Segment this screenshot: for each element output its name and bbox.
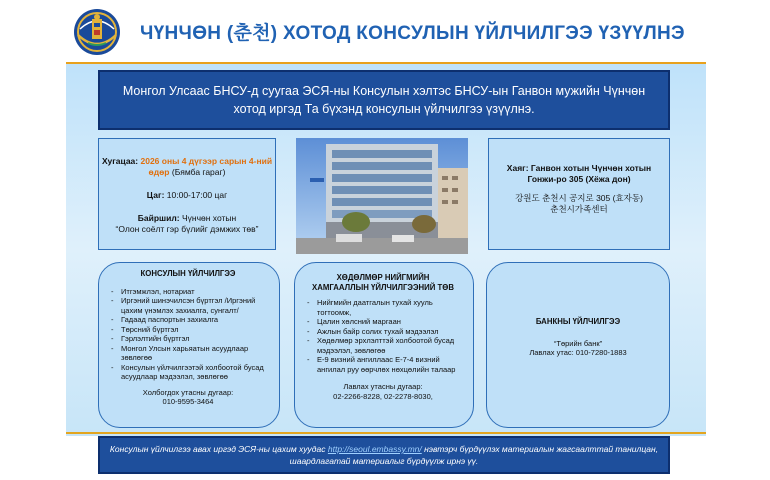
page-title: ЧҮНЧӨН (춘천) ХОТОД КОНСУЛЫН ҮЙЛЧИЛГЭЭ ҮЗҮҮЛНЭ (140, 23, 685, 44)
address-box (488, 138, 670, 250)
list-item: - Гэрлэлтийн бүртгэл (107, 334, 269, 344)
date-value: 2026 оны 4 дүгээр сарын 4-ний өдөр (140, 156, 273, 177)
labor-title-line1: ХӨДӨЛМӨР НИЙГМИЙН (336, 273, 430, 282)
list-item: - Төрсний бүртгэл (107, 325, 269, 335)
consular-phone: 010-9595-3464 (162, 397, 214, 406)
schedule-box (98, 138, 276, 250)
consular-title: КОНСУЛЫН ҮЙЛЧИЛГЭЭ (140, 269, 236, 278)
bank-services-box (486, 262, 670, 428)
list-item: - Иргэний шинэчилсэн бүртгэл /Иргэний цахим үнэмлэх захиалга, сунгалт/ (107, 296, 269, 315)
bottom-divider (66, 432, 706, 434)
footer-text-after: нэвтэрч бүрдүүлэх материалын жагсаалттай танилцан, шаардлагатай материалыг бүрдүүлж ирнэ үү. (289, 444, 659, 466)
footer-text-before: Консулын үйлчилгээ авах иргэд ЭСЯ-ны цахим хуудас (109, 444, 326, 454)
address-mn: Хаяг: Ганвон хотын Чүнчөн хотын Гонжи-ро 305 (Хёжа дон) (506, 163, 652, 184)
list-item: - Монгол Улсын харьяатын асуудлаар зөвлөгөө (107, 344, 269, 363)
labor-list (303, 298, 463, 374)
consular-list (107, 287, 269, 382)
bank-name: “Төрийн банк” (553, 338, 603, 348)
place-value-detail: “Олон соёлт гэр бүлийг дэмжих төв” (115, 224, 259, 234)
intro-banner (98, 70, 670, 130)
list-item: - Цалин хөлсний маргаан (303, 317, 463, 327)
embassy-website-link[interactable]: http://seoul.embassy.mn/ (327, 444, 422, 454)
labor-services-box (294, 262, 474, 428)
place-value: Чүнчөн хотын (181, 213, 237, 223)
address-kr-line1: 강원도 춘천시 공지로 305 (효자동) (515, 193, 643, 203)
labor-phone-label: Лавлах утасны дугаар: (343, 382, 423, 391)
list-item: - Хөдөлмөр эрхлэлттэй холбоотой бусад мэдээлэл, зөвлөгөө (303, 336, 463, 355)
list-item: - Консулын үйлчилгээтэй холбоотой бусад асуудлаар мэдээлэл, зөвлөгөө (107, 363, 269, 382)
date-label: Хугацаа: (101, 156, 139, 166)
place-label: Байршил: (137, 213, 180, 223)
header (0, 0, 770, 62)
labor-title-line2: ХАМГААЛЛЫН ҮЙЛЧИЛГЭЭНИЙ ТӨВ (312, 282, 454, 292)
date-day: (Бямба гараг) (171, 167, 226, 177)
building-photo (296, 138, 468, 254)
bank-title: БАНКНЫ ҮЙЛЧИЛГЭЭ (535, 317, 621, 326)
list-item: - Итгэмжлэл, нотариат (107, 287, 269, 297)
consular-services-box (98, 262, 280, 428)
address-kr-line2: 춘천시가족센터 (550, 204, 608, 214)
list-item: - Ажлын байр солих тухай мэдээлэл (303, 327, 463, 337)
time-label: Цаг: (146, 190, 165, 200)
list-item: - Нийгмийн даатгалын тухай хууль тогтоомж, (303, 298, 463, 317)
list-item: - Е-9 визний ангиллаас Е-7-4 визний ангилал руу өөрчлөх нөхцөлийн талаар (303, 355, 463, 374)
mongolia-state-emblem-icon (72, 7, 122, 57)
bank-phone: Лавлах утас: 010-7280-1883 (529, 348, 627, 357)
intro-text: Монгол Улсаас БНСУ-д суугаа ЭСЯ-ны Консулын хэлтэс БНСУ-ын Ганвон мужийн Чүнчөн хотод иргэд Та бүхэнд консулын үйлчилгээ үзүүлнэ. (122, 84, 646, 116)
time-value: 10:00-17:00 цаг (166, 190, 228, 200)
footer-banner (98, 436, 670, 474)
list-item: - Гадаад паспортын захиалга (107, 315, 269, 325)
consular-phone-label: Холбогдох утасны дугаар: (142, 387, 234, 397)
labor-phone: 02-2266-8228, 02-2278-8030, (333, 391, 433, 401)
